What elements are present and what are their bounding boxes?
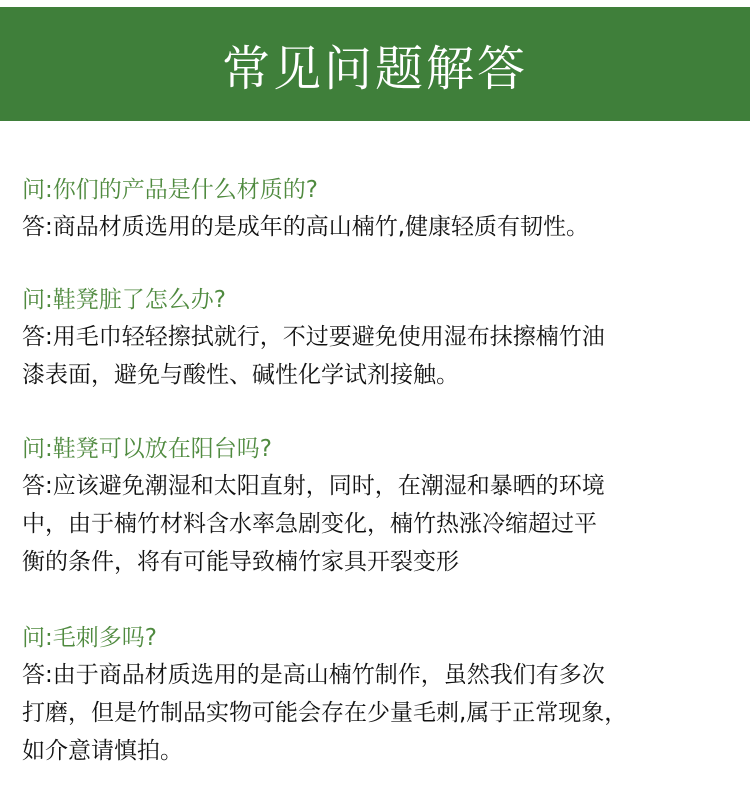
faq-question: 问:鞋凳可以放在阳台吗?	[22, 436, 272, 462]
faq-answer-line: 答:应该避免潮湿和太阳直射，同时，在潮湿和暴晒的环境	[22, 473, 605, 499]
faq-question: 问:鞋凳脏了怎么办?	[22, 287, 226, 313]
faq-answer	[22, 318, 732, 394]
faq-answer-line: 答:用毛巾轻轻擦拭就行，不过要避免使用湿布抹擦楠竹油	[22, 324, 605, 350]
faq-answer-line: 答:商品材质选用的是成年的高山楠竹,健康轻质有韧性。	[22, 214, 590, 240]
faq-item	[22, 620, 732, 770]
faq-answer	[22, 656, 732, 770]
page-title: 常见问题解答	[221, 40, 528, 97]
header-banner	[0, 7, 750, 121]
faq-answer-line: 衡的条件，将有可能导致楠竹家具开裂变形	[22, 549, 459, 575]
faq-item	[22, 172, 732, 246]
faq-question: 问:毛刺多吗?	[22, 625, 157, 651]
faq-answer-line: 答:由于商品材质选用的是高山楠竹制作，虽然我们有多次	[22, 662, 605, 688]
faq-answer	[22, 467, 732, 581]
faq-answer	[22, 208, 732, 246]
faq-answer-line: 如介意请慎拍。	[22, 738, 183, 764]
faq-item	[22, 282, 732, 394]
faq-question: 问:你们的产品是什么材质的?	[22, 177, 318, 203]
faq-answer-line: 漆表面，避免与酸性、碱性化学试剂接触。	[22, 362, 459, 388]
faq-answer-line: 打磨，但是竹制品实物可能会存在少量毛刺,属于正常现象，	[22, 700, 628, 726]
faq-item	[22, 431, 732, 581]
faq-answer-line: 中，由于楠竹材料含水率急剧变化，楠竹热涨冷缩超过平	[22, 511, 597, 537]
